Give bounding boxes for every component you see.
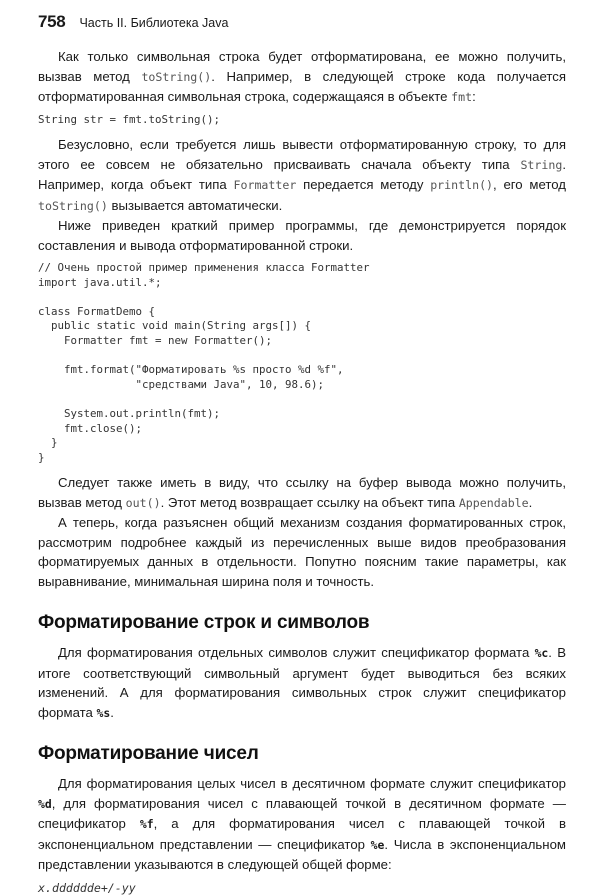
inline-code: out() xyxy=(125,495,161,510)
inline-code: toString() xyxy=(38,198,108,213)
book-page xyxy=(38,12,566,895)
format-specifier: %f xyxy=(139,817,154,832)
format-specifier: %e xyxy=(370,837,385,852)
inline-code: fmt xyxy=(451,90,473,104)
exponential-format-formula: x.dddddde+/-yy xyxy=(38,880,136,895)
inline-code: Formatter xyxy=(233,178,297,193)
code-listing-formatdemo: // Очень простой пример применения класса Formatter import java.util.*; class FormatDemo { public static void main(String args[]) { Formatter fmt = new Formatter(); fmt.format("Форматировать %s просто %d %f", "средствами Java", 10, 98.6); System.out.println(fmt); fmt.close(); } } xyxy=(38,261,370,464)
section-heading-strings-chars: Форматирование строк и символов xyxy=(38,612,370,634)
page-header xyxy=(38,12,566,34)
running-head: Часть II. Библиотека Java xyxy=(79,16,229,30)
paragraph-tostring: Как только символьная строка будет отформатирована, ее можно получить, вызвав метод toString(). Например, в следующей строке кода получается отформатированная символьная строка, содержащаяся в объекте fmt: xyxy=(38,49,566,104)
paragraph-numbers: Для форматирования целых чисел в десятичном формате служит спецификатор %d, для форматирования чисел с плавающей точкой в десятичном формате — спецификатор %f, а для форматирования чисел с плавающей точкой в экспоненциальном представлении — спецификатор %e. Числа в экспоненциальном представлении указываются в следующей общей форме: xyxy=(38,776,566,873)
paragraph-overview: А теперь, когда разъяснен общий механизм создания форматированных строк, рассмотрим подробнее каждый из перечисленных выше видов преобразования форматируемых данных в отдельности. Попутно поясним такие параметры, как выравнивание, минимальная ширина поля и точность. xyxy=(38,515,566,589)
section-heading-numbers: Форматирование чисел xyxy=(38,743,259,765)
paragraph-string-output: Безусловно, если требуется лишь вывести отформатированную строку, то для этого ее совсем не обязательно присваивать сначала объекту типа String. Например, когда объект типа Formatter передается методу println(), его метод toString() вызывается автоматически. xyxy=(38,137,566,213)
page-number: 758 xyxy=(38,12,66,31)
inline-code: toString() xyxy=(141,69,212,84)
paragraph-example-intro: Ниже приведен краткий пример программы, где демонстрируется порядок составления и вывода отформатированной строки. xyxy=(38,218,566,253)
format-specifier: %c xyxy=(534,646,549,661)
inline-code: Appendable xyxy=(458,495,529,510)
inline-code: String xyxy=(520,157,563,172)
format-specifier: %d xyxy=(38,796,52,811)
format-specifier: %s xyxy=(96,705,111,720)
inline-code: println() xyxy=(430,178,494,193)
code-snippet-tostring: String str = fmt.toString(); xyxy=(38,112,221,126)
paragraph-strings-chars: Для форматирования отдельных символов служит спецификатор формата %c. В итоге соответствующий символьный аргумент будет выводиться без всяких изменений. А для форматирования символьных строк служит спецификатор формата %s. xyxy=(38,645,567,720)
paragraph-out-method: Следует также иметь в виду, что ссылку на буфер вывода можно получить, вызвав метод out(). Этот метод возвращает ссылку на объект типа Appendable. xyxy=(38,475,566,510)
